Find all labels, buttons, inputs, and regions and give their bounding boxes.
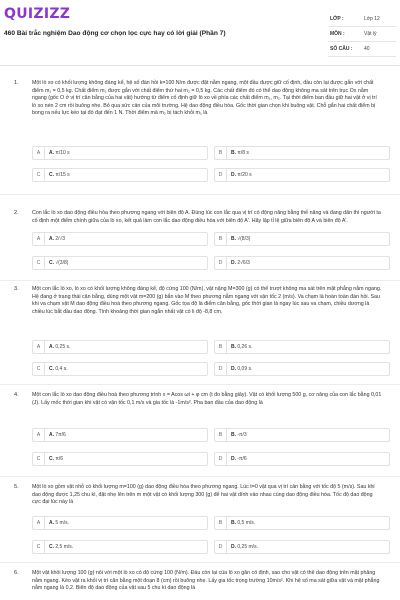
option-label: C. — [49, 260, 54, 266]
answer-option-a[interactable] — [32, 146, 208, 160]
meta-row-grade — [328, 12, 396, 27]
answer-option-d[interactable] — [214, 362, 390, 376]
option-value: 0,26 s. — [237, 344, 253, 350]
option-value: 2√6/3 — [237, 260, 250, 266]
option-letter: A — [33, 233, 45, 245]
answer-option-c[interactable] — [32, 540, 208, 554]
option-value: π/8 s — [237, 150, 249, 156]
question-text: Một con lắc lò xo, lò xo có khối lượng không đáng kể, độ cứng 100 (N/m), vật nặng M=300 (g) có thể trượt không ma sát trên mặt phẳng nằm ngang. Hệ đang ở trạng thái cân bằng, dùng một vật m=200 (g) bắn vào M theo phương nằm ngang với vận tốc 2 (m/s). Va chạm là hoàn toàn đàn hồi. Sau khi va chạm vật M dao động điều hoà theo phương ngang. Gốc tọa độ là điểm cân bằng, gốc thời gian là ngay lúc sau va chạm, chiều dương là chiều lúc bắt đầu dao động. Tính khoảng thời gian ngắn nhất vật có li độ -8,8 cm. — [32, 286, 382, 315]
option-label: C. — [49, 544, 54, 550]
option-letter: A — [33, 517, 45, 529]
option-label: B. — [231, 236, 236, 242]
page-header — [0, 0, 400, 66]
option-value: 0,25 s. — [55, 344, 71, 350]
option-value: π/20 s — [237, 172, 252, 178]
answer-option-c[interactable] — [32, 362, 208, 376]
answer-option-c[interactable] — [32, 452, 208, 466]
option-letter: C — [33, 363, 45, 375]
answer-option-d[interactable] — [214, 452, 390, 466]
option-value: 0,4 s. — [55, 366, 68, 372]
option-label: A. — [49, 520, 54, 526]
option-value: 2,5 m/s. — [55, 544, 74, 550]
answer-option-d[interactable] — [214, 540, 390, 554]
answer-option-a[interactable] — [32, 232, 208, 246]
meta-key: SỐ CÂU : — [330, 46, 353, 52]
meta-key: LỚP : — [330, 16, 344, 22]
question-number: 3. — [14, 286, 19, 292]
option-label: D. — [231, 544, 236, 550]
option-label: A. — [49, 236, 54, 242]
option-letter: B — [215, 517, 227, 529]
option-value: π/6 — [55, 456, 64, 462]
option-letter: D — [215, 257, 227, 269]
question-divider — [0, 476, 400, 477]
answer-option-b[interactable] — [214, 146, 390, 160]
option-letter: D — [215, 363, 227, 375]
answer-option-d[interactable] — [214, 168, 390, 182]
meta-row-count — [328, 42, 396, 57]
meta-value: Vật lý — [364, 31, 377, 37]
answer-option-a[interactable] — [32, 428, 208, 442]
option-value: -π/3 — [237, 432, 247, 438]
option-letter: D — [215, 169, 227, 181]
option-label: B. — [231, 344, 236, 350]
option-value: π/15 s — [55, 172, 70, 178]
option-value: 2/√3 — [55, 236, 66, 242]
option-label: B. — [231, 520, 236, 526]
option-label: A. — [49, 150, 54, 156]
question-divider — [0, 280, 400, 281]
question-text: Một con lắc lò xo dao động điều hoà theo phương trình x = Acos ωt + φ cm (t đo bằng giây). Vật có khối lượng 500 g, cơ năng của con lắc bằng 0,01 (J). Lấy mốc thời gian khi vật có vận tốc 0,1 m/s và gia tốc là -1m/s². Pha ban đầu của dao động là — [32, 392, 382, 406]
option-label: C. — [49, 366, 54, 372]
option-letter: A — [33, 341, 45, 353]
question-number: 1. — [14, 80, 19, 86]
quizizz-logo[interactable]: QUIZIZZ — [4, 6, 71, 22]
option-value: √(3/8) — [55, 260, 69, 266]
answer-option-d[interactable] — [214, 256, 390, 270]
option-label: C. — [49, 456, 54, 462]
question-text: Một lò xo gồm vật nhỏ có khối lượng m=100 (g) dao động điều hòa theo phương ngang. Lúc t=0 vật qua vị trí cân bằng với tốc độ 5 (m/s). Sau khi dao động được 1,25 chu kì, đặt nhẹ lên trên m một vật có khối lượng 300 (g) để hai vật dính vào nhau cùng dao động điều hòa. Tốc độ dao động cực đại lúc này là — [32, 484, 375, 506]
answer-option-b[interactable] — [214, 428, 390, 442]
meta-value: Lớp 12 — [364, 16, 380, 22]
question-divider — [0, 562, 400, 563]
question-number: 5. — [14, 484, 19, 490]
option-value: 7π/6 — [55, 432, 66, 438]
answer-option-c[interactable] — [32, 256, 208, 270]
option-label: A. — [49, 344, 54, 350]
question-number: 6. — [14, 570, 19, 576]
option-value: π/10 s — [55, 150, 70, 156]
meta-value: 40 — [364, 46, 370, 52]
question-divider — [0, 194, 400, 195]
option-label: D. — [231, 366, 236, 372]
question-text: Một vật khối lượng 100 (g) nối với một lò xo có độ cứng 100 (N/m). Đầu còn lại của lò xo gắn cố định, sao cho vật có thể dao động trên mặt phẳng nằm ngang. Kéo vật ra khỏi vị trí cân bằng một đoạn 8 (cm) rồi buông nhẹ. Lấy gia tốc trọng trường 10m/s². Khi hệ số ma sát giữa vật và mặt phẳng nằm ngang là 0,2. Biên độ dao động của vật sau 5 chu kì dao động là — [32, 570, 380, 592]
option-value: 0,09 s. — [237, 366, 253, 372]
option-label: D. — [231, 260, 236, 266]
option-value: 0,5 m/s. — [237, 520, 256, 526]
option-value: -π/6 — [237, 456, 247, 462]
option-letter: B — [215, 233, 227, 245]
option-letter: A — [33, 147, 45, 159]
answer-option-b[interactable] — [214, 340, 390, 354]
answer-option-c[interactable] — [32, 168, 208, 182]
meta-key: MÔN : — [330, 31, 345, 37]
answer-option-a[interactable] — [32, 340, 208, 354]
answer-option-b[interactable] — [214, 232, 390, 246]
question-number: 4. — [14, 392, 19, 398]
answer-option-a[interactable] — [32, 516, 208, 530]
option-label: D. — [231, 456, 236, 462]
option-letter: C — [33, 169, 45, 181]
option-letter: B — [215, 429, 227, 441]
option-letter: D — [215, 541, 227, 553]
question-text: Một lò xo có khối lượng không đáng kể, hệ số đàn hồi k=100 N/m được đặt nằm ngang, một đầu được giữ cố định, đầu còn lại được gắn với chất điểm m₁ = 0,5 kg. Chất điểm m₁ được gắn với chất điểm thứ hai m₂ = 0,5 kg. Các chất điểm đó có thể dao động không ma sát trên trục Ox nằm ngang (gốc O ở vị trí cân bằng của hai vật) hướng từ điểm cố định giữ lò xo về phía các chất điểm m₁, m₂. Tại thời điểm ban đầu giữ hai vật ở vị trí lò xo nén 2 cm rồi buông nhẹ. Bỏ qua sức cản của môi trường. Hệ dao động điều hòa. Gốc thời gian chọn khi buông vật. Chỗ gắn hai chất điểm bị bong ra nếu lực kéo tại đó đạt đến 1 N. Thời điểm mà m₂ bị tách khỏi m₁ là — [32, 80, 377, 117]
option-value: 0,25 m/s. — [237, 544, 258, 550]
option-label: A. — [49, 432, 54, 438]
option-label: B. — [231, 150, 236, 156]
question-number: 2. — [14, 210, 19, 216]
meta-table — [328, 12, 396, 57]
page-title: 460 Bài trắc nghiệm Dao động cơ chọn lọc cực hay có lời giải (Phần 7) — [4, 30, 226, 37]
option-value: 5 m/s. — [55, 520, 70, 526]
option-value: √(8/3) — [237, 236, 251, 242]
option-letter: B — [215, 147, 227, 159]
question-6 — [0, 570, 400, 600]
question-divider — [0, 384, 400, 385]
answer-option-b[interactable] — [214, 516, 390, 530]
option-letter: C — [33, 541, 45, 553]
option-letter: C — [33, 257, 45, 269]
option-letter: B — [215, 341, 227, 353]
option-label: B. — [231, 432, 236, 438]
meta-row-subject — [328, 27, 396, 42]
option-label: C. — [49, 172, 54, 178]
option-label: D. — [231, 172, 236, 178]
option-letter: D — [215, 453, 227, 465]
option-letter: A — [33, 429, 45, 441]
question-text: Con lắc lò xo dao động điều hòa theo phương ngang với biên độ A. Đúng lúc con lắc qua vị trí có động năng bằng thế năng và đang dãn thì người ta cố định một điểm chính giữa của lò xo, kết quả làm con lắc dao động điều hòa với biên độ A'. Hãy lập tỉ lệ giữa biên độ A và biên độ A'. — [32, 210, 381, 224]
option-letter: C — [33, 453, 45, 465]
